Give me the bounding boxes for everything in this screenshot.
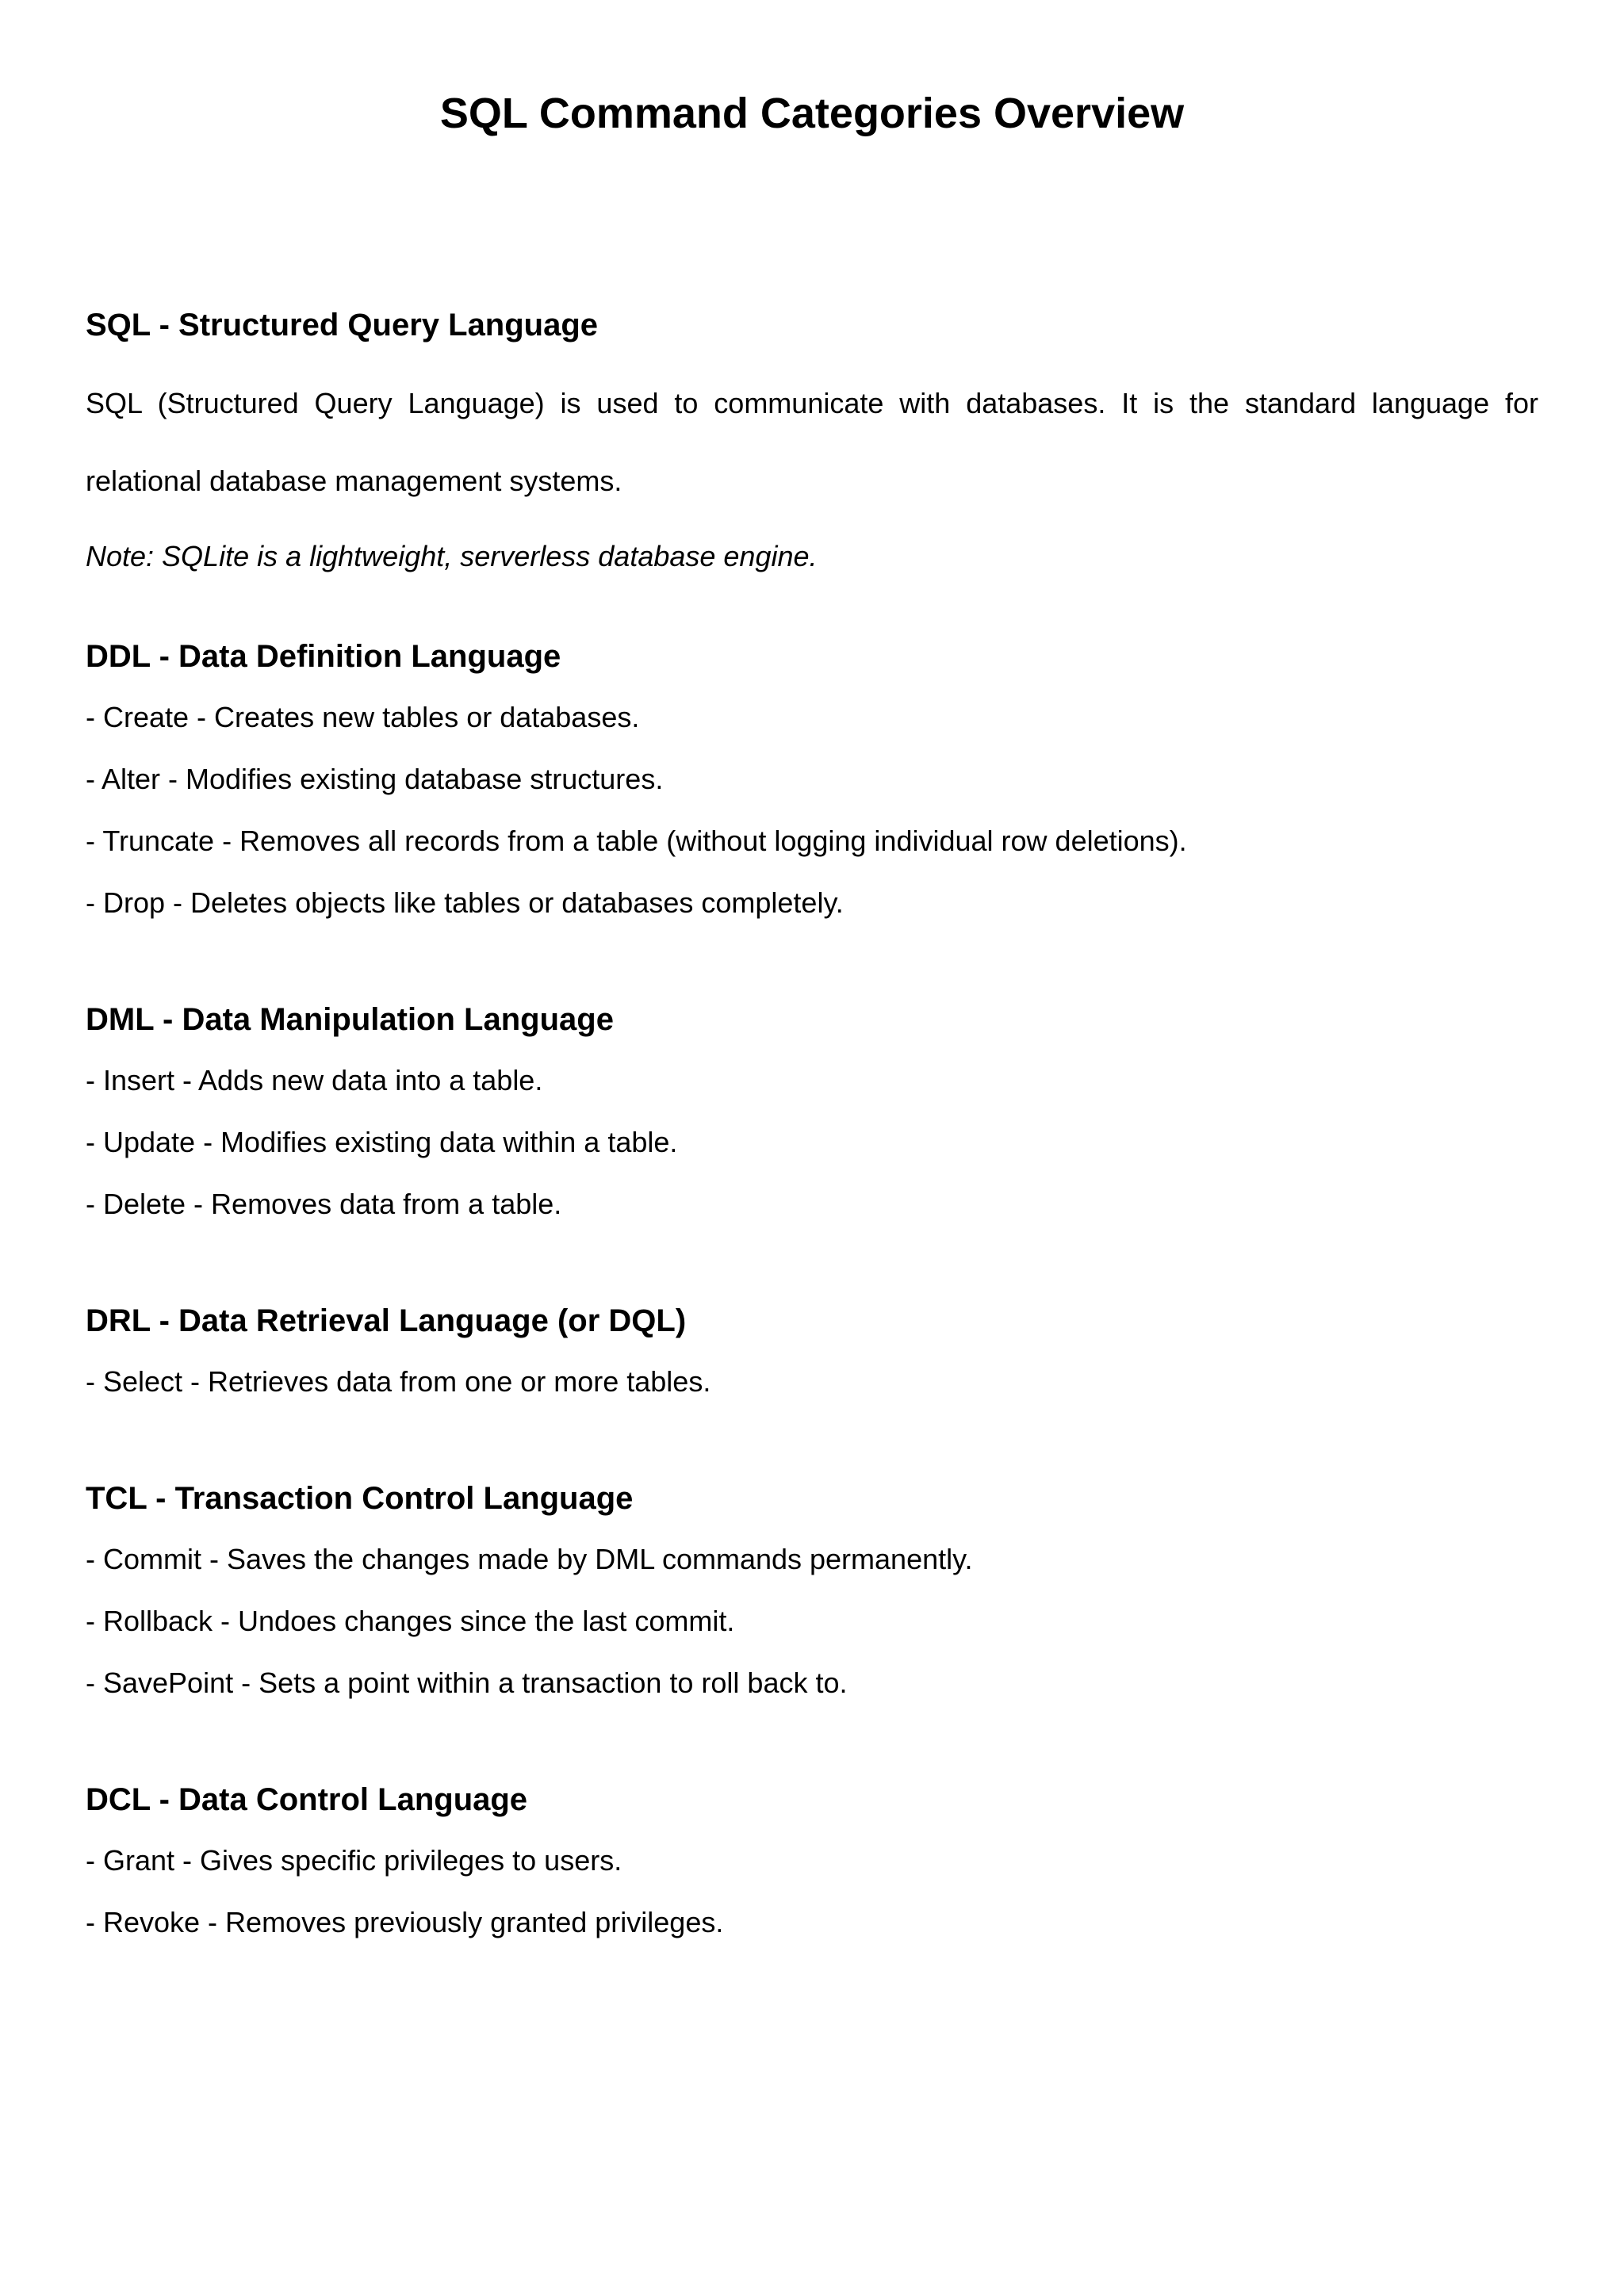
ddl-command-list	[86, 687, 1538, 934]
sql-intro-paragraph: SQL (Structured Query Language) is used to communicate with databases. It is the standard language for relational database management systems.	[86, 387, 1538, 497]
section-heading-tcl: TCL - Transaction Control Language	[86, 1481, 634, 1516]
list-item-truncate: - Truncate - Removes all records from a table (without logging individual row deletions).	[86, 825, 1187, 857]
list-item-update: - Update - Modifies existing data within a table.	[86, 1126, 678, 1158]
list-item-commit: - Commit - Saves the changes made by DML commands permanently.	[86, 1543, 973, 1575]
list-item-revoke: - Revoke - Removes previously granted privileges.	[86, 1906, 724, 1938]
list-item-grant: - Grant - Gives specific privileges to users.	[86, 1844, 622, 1877]
list-item-create: - Create - Creates new tables or databases.	[86, 701, 640, 733]
sqlite-note: Note: SQLite is a lightweight, serverless database engine.	[86, 540, 818, 572]
drl-command-list	[86, 1351, 1538, 1413]
section-dcl	[86, 1779, 1538, 1954]
section-tcl	[86, 1478, 1538, 1714]
tcl-command-list	[86, 1529, 1538, 1714]
list-item-insert: - Insert - Adds new data into a table.	[86, 1064, 543, 1096]
page-title: SQL Command Categories Overview	[439, 90, 1185, 137]
dcl-command-list	[86, 1830, 1538, 1954]
section-ddl	[86, 636, 1538, 934]
list-item-delete: - Delete - Removes data from a table.	[86, 1188, 562, 1220]
list-item-drop: - Drop - Deletes objects like tables or databases completely.	[86, 886, 844, 919]
section-heading-dcl: DCL - Data Control Language	[86, 1782, 528, 1817]
section-heading-drl: DRL - Data Retrieval Language (or DQL)	[86, 1303, 687, 1338]
section-drl	[86, 1300, 1538, 1413]
list-item-select: - Select - Retrieves data from one or more tables.	[86, 1365, 711, 1398]
section-heading-sql: SQL - Structured Query Language	[86, 308, 599, 342]
section-heading-ddl: DDL - Data Definition Language	[86, 639, 561, 674]
section-sql	[86, 304, 1538, 577]
list-item-alter: - Alter - Modifies existing database structures.	[86, 763, 664, 795]
dml-command-list	[86, 1050, 1538, 1235]
list-item-savepoint: - SavePoint - Sets a point within a transaction to roll back to.	[86, 1667, 848, 1699]
section-dml	[86, 999, 1538, 1235]
section-heading-dml: DML - Data Manipulation Language	[86, 1002, 614, 1037]
list-item-rollback: - Rollback - Undoes changes since the last commit.	[86, 1605, 735, 1637]
